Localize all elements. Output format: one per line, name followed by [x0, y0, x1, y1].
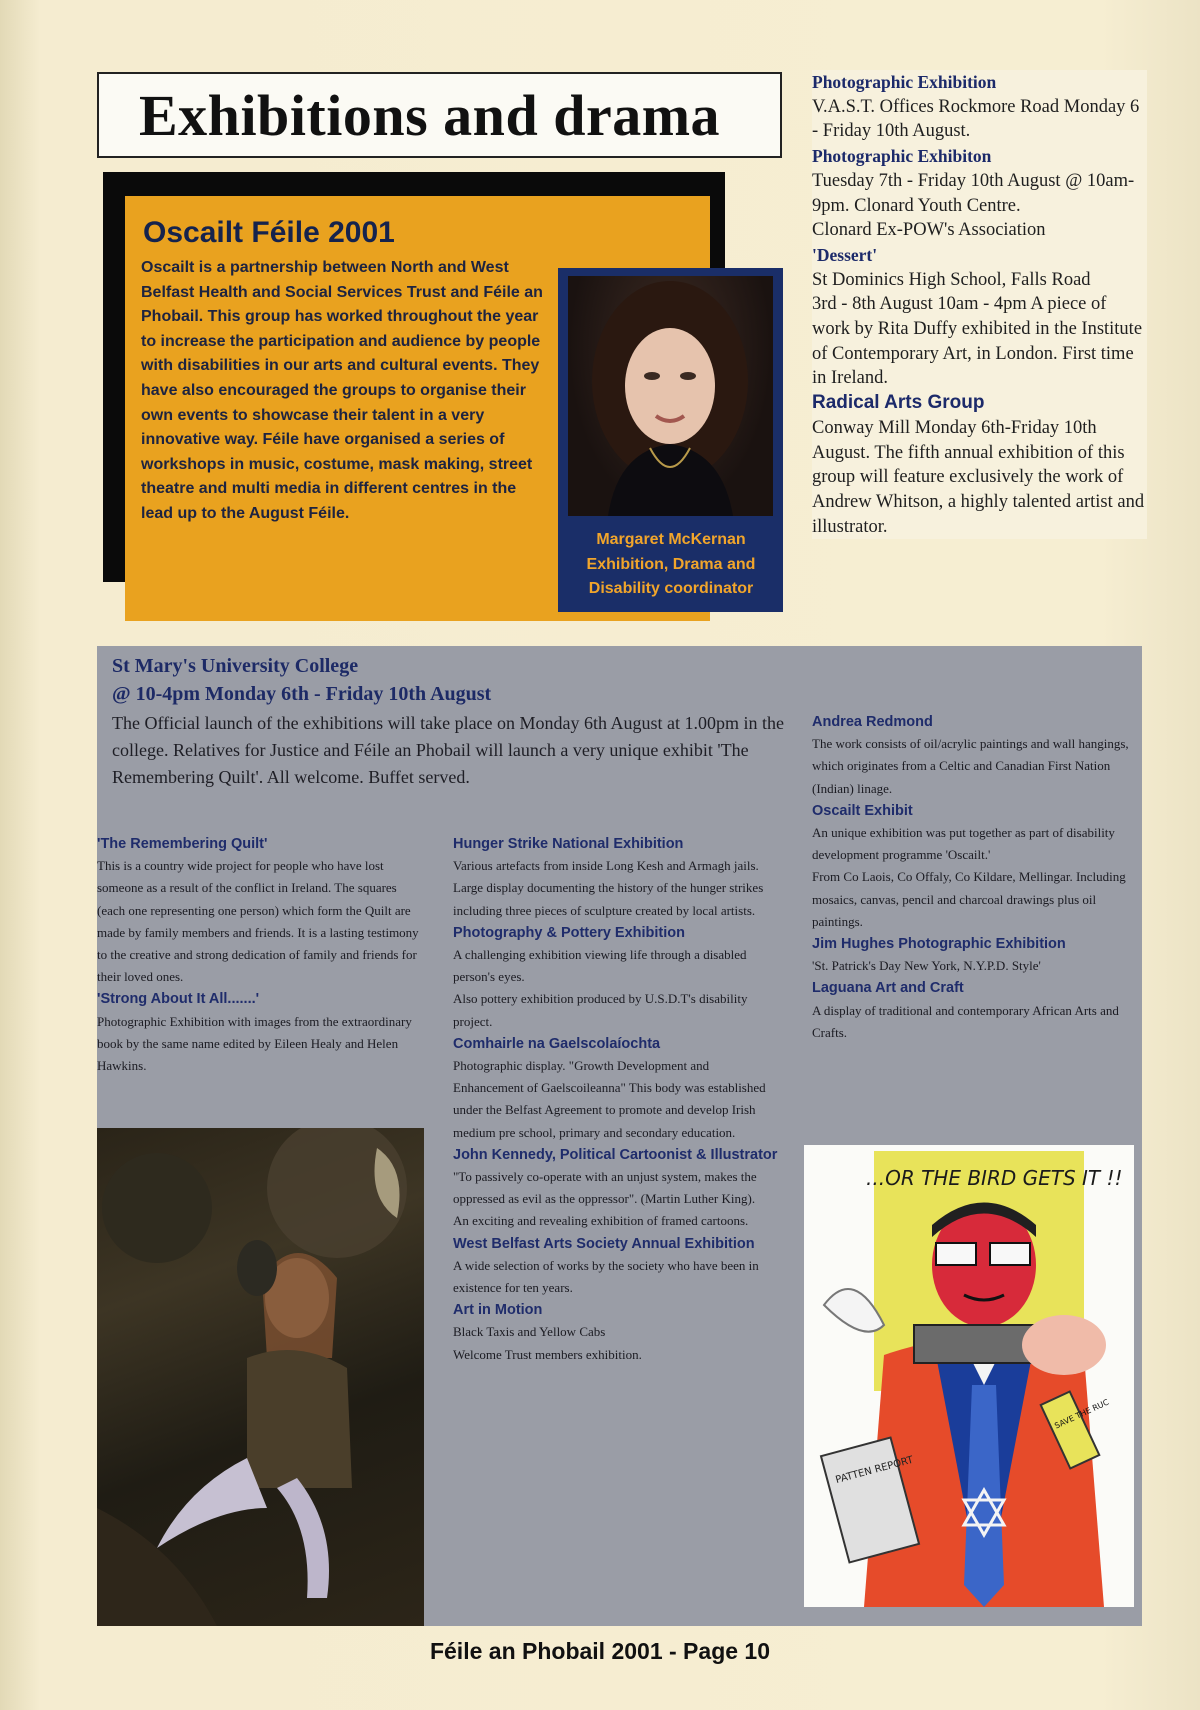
section-text: From Co Laois, Co Offaly, Co Kildare, Mellingar. Including mosaics, canvas, pencil and charcoal drawings plus oil paintings.	[812, 869, 1126, 929]
section-heading: Photography & Pottery Exhibition	[453, 924, 686, 941]
section-text: Photographic Exhibition with images from the extraordinary book by the same name edited by Eileen Healy and Helen Hawkins.	[97, 1013, 412, 1074]
cartoon-tag-label: SAVE THE RUC	[1053, 1397, 1111, 1431]
section-text: A wide selection of works by the society who have been in existence for ten years.	[453, 1257, 759, 1296]
column-3	[812, 711, 1137, 1044]
section-text: "To passively co-operate with an unjust system, makes the oppressed as evil as the oppressor". (Martin Luther King).	[453, 1169, 757, 1207]
section-text: 'St. Patrick's Day New York, N.Y.P.D. Style'	[812, 958, 1041, 974]
section-heading: West Belfast Arts Society Annual Exhibition	[453, 1235, 755, 1252]
section-text: A display of traditional and contemporary African Arts and Crafts.	[812, 1002, 1119, 1040]
section-text: Photographic display. "Growth Development and Enhancement of Gaelscoileanna" This body was established under the Belfast Agreement to promote and develop Irish medium pre school, primary and secondary education.	[453, 1058, 766, 1140]
section-text: The work consists of oil/acrylic paintings and wall hangings, which originates from a Celtic and Canadian First Nation (Indian) linage.	[812, 736, 1129, 796]
right-column	[812, 70, 1147, 539]
section-heading: John Kennedy, Political Cartoonist & Illustrator	[453, 1146, 778, 1163]
section-text: St Dominics High School, Falls Road	[812, 269, 1091, 290]
section-heading: Photographic Exhibition	[812, 72, 997, 92]
st-marys-heading	[112, 652, 491, 708]
feature-heading: Oscailt Féile 2001	[143, 216, 395, 249]
section-text: Conway Mill Monday 6th-Friday 10th August. The fifth annual exhibition of this group will feature exclusively the work of Andrew Whitson, a highly talented artist and illustrator.	[812, 417, 1145, 537]
st-marys-body: The Official launch of the exhibitions will take place on Monday 6th August at 1.00pm in the college. Relatives for Justice and Féile an Phobail will launch a very unique exhibit 'The Remembering Quilt'. All welcome. Buffet served.	[112, 713, 785, 787]
column-1	[97, 833, 424, 1077]
section-text: This is a country wide project for people who have lost someone as a result of the conflict in Ireland. The squares (each one representing one person) which form the Quilt are made by family members and friends. It is a lasting testimony to the creative and strong dedication of family and friends for their loved ones.	[97, 858, 419, 985]
section-text: A challenging exhibition viewing life through a disabled person's eyes.	[453, 947, 747, 985]
page-footer: Féile an Phobail 2001 - Page 10	[429, 1638, 771, 1664]
section-heading: Art in Motion	[453, 1302, 543, 1319]
title-box	[97, 72, 782, 158]
section-text: 3rd - 8th August 10am - 4pm A piece of work by Rita Duffy exhibited in the Institute of Contemporary Art, in London. First time in Ireland.	[812, 294, 1143, 389]
st-marys-heading-line1: St Mary's University College	[112, 655, 359, 677]
section-heading: Andrea Redmond	[812, 714, 933, 730]
cartoon-paper-label: PATTEN REPORT	[834, 1454, 915, 1486]
section-text: Various artefacts from inside Long Kesh and Armagh jails. Large display documenting the history of the hunger strikes including three pieces of sculpture created by local artists.	[453, 858, 764, 918]
section-heading: Laguana Art and Craft	[812, 980, 964, 997]
section-heading: Comhairle na Gaelscolaíochta	[453, 1035, 661, 1052]
portrait-photo	[568, 276, 773, 516]
section-heading: Photographic Exhibiton	[812, 146, 992, 167]
section-heading: Jim Hughes Photographic Exhibition	[812, 936, 1066, 953]
st-marys-heading-line2: @ 10-4pm Monday 6th - Friday 10th August	[112, 683, 492, 705]
section-heading: 'Strong About It All.......'	[97, 991, 260, 1008]
column-2	[453, 833, 778, 1366]
painting-image	[97, 1128, 424, 1626]
section-heading: 'The Remembering Quilt'	[97, 836, 268, 852]
section-text: Tuesday 7th - Friday 10th August @ 10am-9pm. Clonard Youth Centre.	[812, 170, 1135, 216]
section-text: An unique exhibition was put together as part of disability development programme 'Oscailt.'	[812, 825, 1115, 863]
section-text: V.A.S.T. Offices Rockmore Road Monday 6 - Friday 10th August.	[812, 96, 1140, 142]
section-heading: Oscailt Exhibit	[812, 802, 913, 819]
cartoon-image	[804, 1145, 1134, 1607]
section-heading: Hunger Strike National Exhibition	[453, 836, 684, 852]
cartoon-caption: ...OR THE BIRD GETS IT !!	[866, 1166, 1123, 1190]
section-heading: Radical Arts Group	[812, 392, 985, 414]
feature-body: Oscailt is a partnership between North and West Belfast Health and Social Services Trust and Féile an Phobail. This group has worked throughout the year to increase the participation and audience by people with disabilities in our arts and cultural events. They have also encouraged the groups to organise their own events to showcase their talent in a very innovative way. Féile have organised a series of workshops in music, costume, mask making, street theatre and multi media in different centres in the lead up to the August Féile.	[141, 259, 543, 522]
section-text: Clonard Ex-POW's Association	[812, 220, 1046, 241]
section-text: An exciting and revealing exhibition of framed cartoons.	[453, 1213, 749, 1229]
section-text: Black Taxis and Yellow Cabs	[453, 1324, 606, 1340]
portrait-caption: Margaret McKernan Exhibition, Drama and Disability coordinator	[586, 531, 756, 597]
section-text: Also pottery exhibition produced by U.S.D.T's disability project.	[453, 991, 748, 1029]
section-text: Welcome Trust members exhibition.	[453, 1346, 642, 1362]
section-heading: 'Dessert'	[812, 244, 878, 265]
page-title: Exhibitions and drama	[139, 83, 721, 148]
